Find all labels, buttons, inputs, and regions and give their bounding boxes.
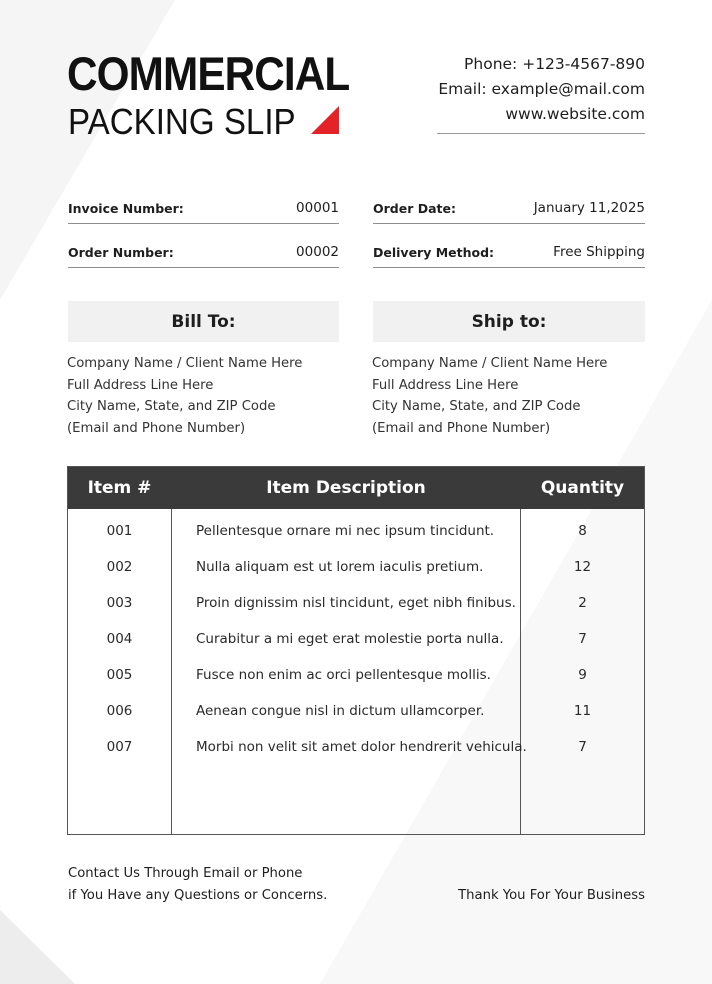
footer-thanks: Thank You For Your Business	[458, 888, 645, 903]
order-date-value: January 11,2025	[533, 200, 645, 216]
quantity-cell: 9	[578, 667, 587, 683]
items-table	[67, 466, 645, 835]
order-date-row	[373, 193, 645, 224]
delivery-method-row	[373, 237, 645, 268]
bill-to-line: Company Name / Client Name Here	[67, 356, 303, 371]
header-quantity: Quantity	[540, 478, 625, 498]
invoice-number-row	[68, 193, 339, 224]
order-number-value: 00002	[296, 244, 339, 260]
title-packing-slip: PACKING SLIP	[68, 101, 296, 142]
ship-to-line: City Name, State, and ZIP Code	[372, 399, 581, 414]
bill-to-heading: Bill To:	[68, 301, 339, 342]
item-description-cell: Pellentesque ornare mi nec ipsum tincidunt.	[196, 523, 495, 539]
header-item-description: Item Description	[266, 478, 426, 498]
item-description-cell: Curabitur a mi eget erat molestie porta nulla.	[196, 631, 504, 647]
ship-to-address	[372, 353, 607, 439]
delivery-method-value: Free Shipping	[553, 244, 645, 260]
order-date-label: Order Date:	[373, 200, 456, 216]
order-number-label: Order Number:	[68, 244, 174, 260]
footer-contact-line: if You Have any Questions or Concerns.	[68, 888, 328, 903]
quantity-cell: 8	[578, 523, 587, 539]
contact-divider	[437, 133, 645, 134]
footer-contact-line: Contact Us Through Email or Phone	[68, 866, 303, 881]
delivery-method-label: Delivery Method:	[373, 244, 495, 260]
bill-to-line: Full Address Line Here	[67, 377, 214, 393]
item-description-cell: Aenean congue nisl in dictum ullamcorper.	[196, 703, 485, 719]
ship-to-line: Full Address Line Here	[372, 377, 519, 393]
item-description-cell: Nulla aliquam est ut lorem iaculis pretium.	[196, 559, 484, 575]
table-row	[68, 549, 644, 585]
table-row	[68, 693, 644, 729]
ship-to-line: (Email and Phone Number)	[372, 420, 551, 436]
title-commercial: COMMERCIAL	[67, 47, 350, 100]
invoice-number-label: Invoice Number:	[68, 200, 184, 216]
table-row	[68, 585, 644, 621]
quantity-cell: 11	[573, 703, 592, 719]
contact-email: Email: example@mail.com	[438, 80, 645, 98]
item-number-cell: 001	[106, 523, 133, 539]
contact-website: www.website.com	[505, 105, 645, 123]
table-row	[68, 657, 644, 693]
quantity-cell: 2	[578, 595, 587, 611]
item-number-cell: 004	[106, 631, 133, 647]
red-triangle-icon	[311, 106, 339, 134]
item-number-cell: 003	[106, 595, 133, 611]
item-description-cell: Morbi non velit sit amet dolor hendrerit vehicula.	[196, 739, 527, 755]
table-row	[68, 621, 644, 657]
item-number-cell: 005	[106, 667, 133, 683]
footer-contact-note	[68, 863, 327, 907]
bill-to-address	[67, 353, 302, 439]
table-row	[68, 513, 644, 549]
item-description-cell: Fusce non enim ac orci pellentesque mollis.	[196, 667, 491, 683]
item-number-cell: 007	[106, 739, 133, 755]
order-number-row	[68, 237, 339, 268]
quantity-cell: 7	[578, 739, 587, 755]
item-number-cell: 006	[106, 703, 133, 719]
quantity-cell: 7	[578, 631, 587, 647]
contact-phone: Phone: +123-4567-890	[464, 55, 645, 73]
header-item-number: Item #	[87, 478, 152, 498]
ship-to-heading: Ship to:	[373, 301, 645, 342]
table-row	[68, 729, 644, 765]
quantity-cell: 12	[573, 559, 592, 575]
bill-to-line: City Name, State, and ZIP Code	[67, 399, 276, 414]
bill-to-line: (Email and Phone Number)	[67, 420, 246, 436]
contact-info	[438, 52, 645, 127]
item-number-cell: 002	[106, 559, 133, 575]
item-description-cell: Proin dignissim nisl tincidunt, eget nibh finibus.	[196, 595, 516, 611]
ship-to-line: Company Name / Client Name Here	[372, 356, 608, 371]
invoice-number-value: 00001	[296, 200, 339, 216]
table-header	[68, 467, 644, 509]
